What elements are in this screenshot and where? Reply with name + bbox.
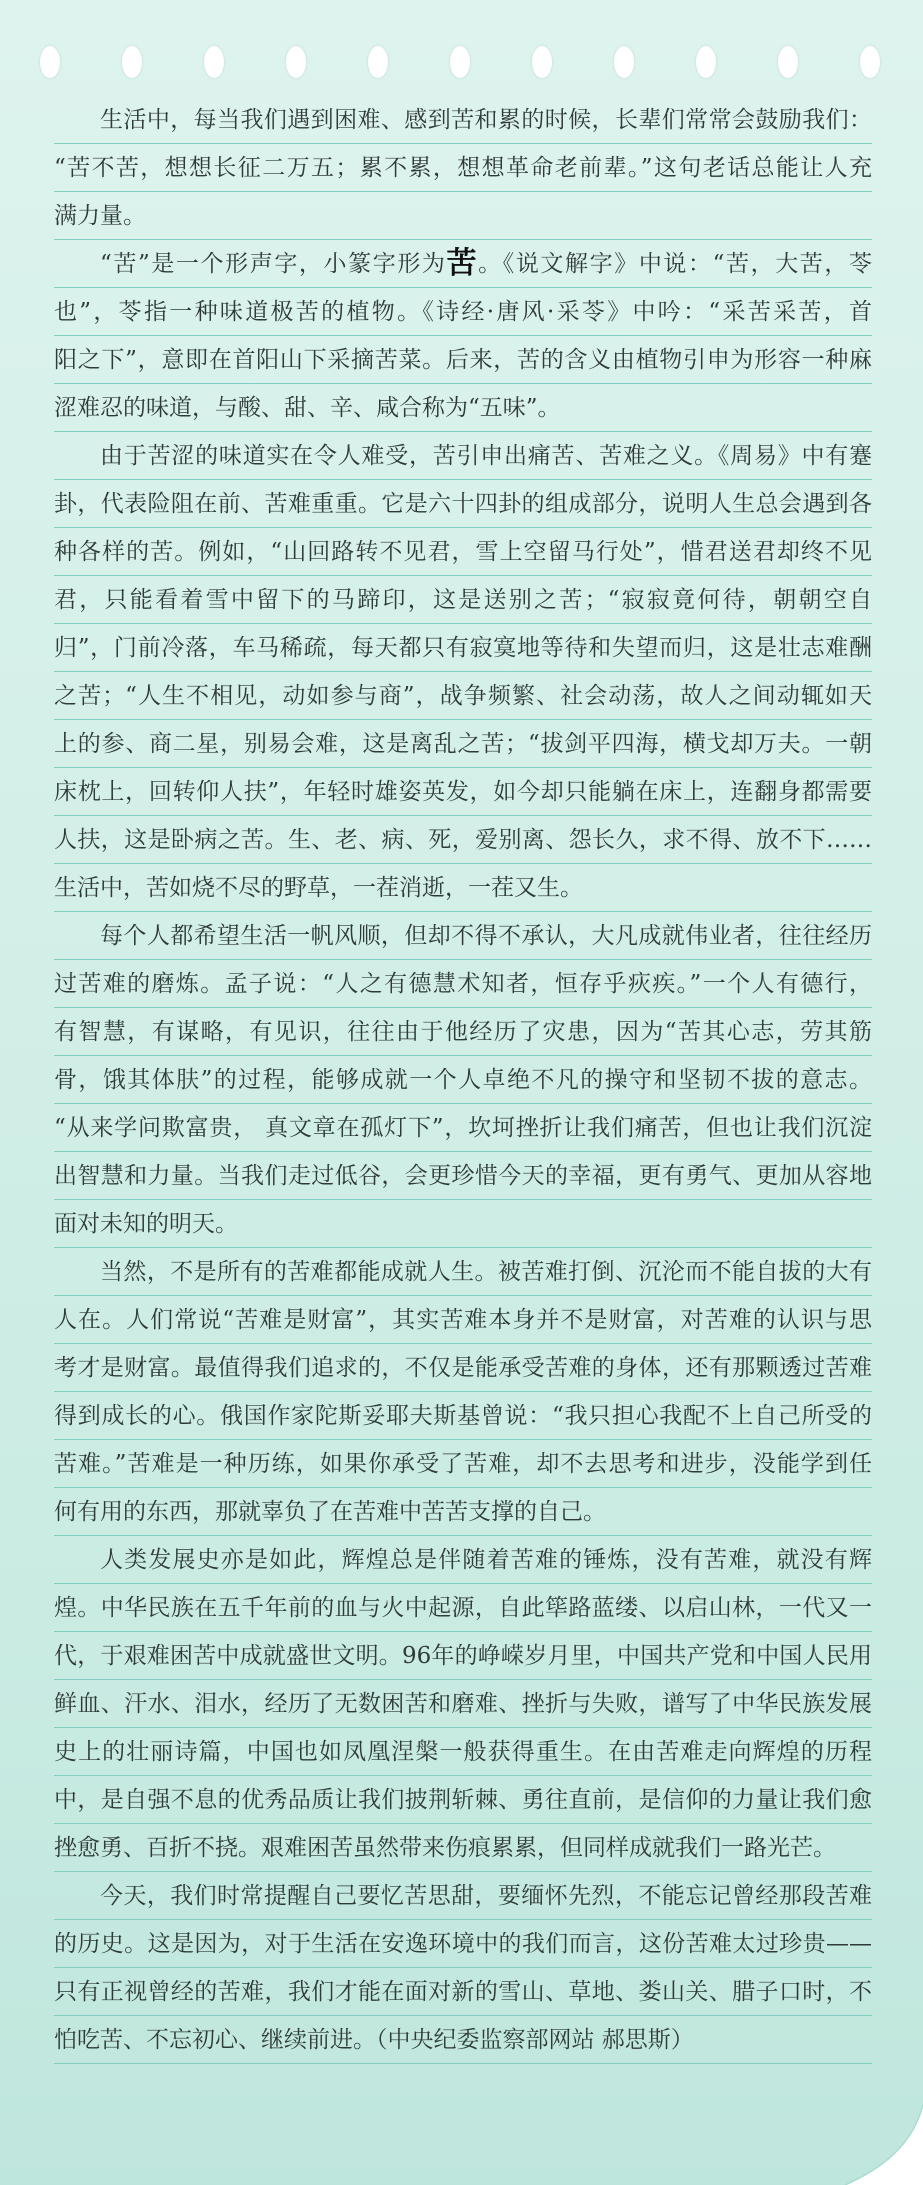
binder-hole [40,46,60,78]
page-curl-decoration [845,2105,923,2185]
binder-hole [286,46,306,78]
paragraph [54,1536,872,1872]
text-line: 今天，我们时常提醒自己要忆苦思甜，要缅怀先烈，不能忘记曾经那段苦难 [54,1872,872,1920]
binder-hole [368,46,388,78]
text-line: 人扶，这是卧病之苦。生、老、病、死，爱别离、怨长久，求不得、放不下…… [54,816,872,864]
text-line: 卦，代表险阻在前、苦难重重。它是六十四卦的组成部分，说明人生总会遇到各 [54,480,872,528]
text-line: 出智慧和力量。当我们走过低谷，会更珍惜今天的幸福，更有勇气、更加从容地 [54,1152,872,1200]
text-line: 人在。人们常说“苦难是财富”，其实苦难本身并不是财富，对苦难的认识与思 [54,1296,872,1344]
binder-hole [532,46,552,78]
text-line: 骨，饿其体肤”的过程，能够成就一个人卓绝不凡的操守和坚韧不拔的意志。 [54,1056,872,1104]
text-line: 君，只能看着雪中留下的马蹄印，这是送别之苦；“寂寂竟何待，朝朝空自 [54,576,872,624]
binder-holes [40,46,880,80]
binder-hole [614,46,634,78]
text-line: 归”，门前冷落，车马稀疏，每天都只有寂寞地等待和失望而归，这是壮志难酬 [54,624,872,672]
text-line: 种各样的苦。例如，“山回路转不见君，雪上空留马行处”，惜君送君却终不见 [54,528,872,576]
paragraph [54,432,872,912]
binder-hole [860,46,880,78]
binder-hole [778,46,798,78]
text-line: 中，是自强不息的优秀品质让我们披荆斩棘、勇往直前，是信仰的力量让我们愈 [54,1776,872,1824]
text-line: 生活中，苦如烧不尽的野草，一茬消逝，一茬又生。 [54,864,872,912]
text-line [54,240,872,288]
binder-hole [450,46,470,78]
text-line: 每个人都希望生活一帆风顺，但却不得不承认，大凡成就伟业者，往往经历 [54,912,872,960]
text-line: 煌。中华民族在五千年前的血与火中起源，自此筚路蓝缕、以启山林，一代又一 [54,1584,872,1632]
text-line: 鲜血、汗水、泪水，经历了无数困苦和磨难、挫折与失败，谱写了中华民族发展 [54,1680,872,1728]
text-line: 的历史。这是因为，对于生活在安逸环境中的我们而言，这份苦难太过珍贵—— [54,1920,872,1968]
text-line: 面对未知的明天。 [54,1200,872,1248]
text-line: 也”，苓指一种味道极苦的植物。《诗经·唐风·采苓》中吟：“采苦采苦，首 [54,288,872,336]
text-line-segment: 。《说文解字》中说：“苦，大苦，苓 [476,251,872,277]
text-line-segment: “苦”是一个形声字，小篆字形为 [100,251,447,277]
text-line: 代，于艰难困苦中成就盛世文明。96年的峥嵘岁月里，中国共产党和中国人民用 [54,1632,872,1680]
binder-hole [204,46,224,78]
paragraph [54,96,872,240]
text-line: 满力量。 [54,192,872,240]
text-line: 史上的壮丽诗篇，中国也如凤凰涅槃一般获得重生。在由苦难走向辉煌的历程 [54,1728,872,1776]
binder-hole [696,46,716,78]
text-line: “从来学问欺富贵， 真文章在孤灯下”，坎坷挫折让我们痛苦，但也让我们沉淀 [54,1104,872,1152]
paragraph [54,1248,872,1536]
text-line: “苦不苦，想想长征二万五；累不累，想想革命老前辈。”这句老话总能让人充 [54,144,872,192]
text-line: 怕吃苦、不忘初心、继续前进。（中央纪委监察部网站 郝思斯） [54,2016,872,2064]
text-line: 有智慧，有谋略，有见识，往往由于他经历了灾患，因为“苦其心志，劳其筋 [54,1008,872,1056]
text-line: 苦难。”苦难是一种历练，如果你承受了苦难，却不去思考和进步，没能学到任 [54,1440,872,1488]
text-line: 涩难忍的味道，与酸、甜、辛、咸合称为“五味”。 [54,384,872,432]
text-line: 何有用的东西，那就辜负了在苦难中苦苦支撑的自己。 [54,1488,872,1536]
text-line: 过苦难的磨炼。孟子说：“人之有德慧术知者，恒存乎疢疾。”一个人有德行， [54,960,872,1008]
seal-script-character: 苦 [446,246,477,281]
text-line: 考才是财富。最值得我们追求的，不仅是能承受苦难的身体，还有那颗透过苦难 [54,1344,872,1392]
paragraph [54,240,872,432]
paragraph [54,912,872,1248]
text-line: 人类发展史亦是如此，辉煌总是伴随着苦难的锤炼，没有苦难，就没有辉 [54,1536,872,1584]
text-line: 当然，不是所有的苦难都能成就人生。被苦难打倒、沉沦而不能自拔的大有 [54,1248,872,1296]
article-body [54,96,872,2064]
text-line: 生活中，每当我们遇到困难、感到苦和累的时候，长辈们常常会鼓励我们： [54,96,872,144]
text-line: 上的参、商二星，别易会难，这是离乱之苦；“拔剑平四海，横戈却万夫。一朝 [54,720,872,768]
text-line: 得到成长的心。俄国作家陀斯妥耶夫斯基曾说：“我只担心我配不上自己所受的 [54,1392,872,1440]
text-line: 只有正视曾经的苦难，我们才能在面对新的雪山、草地、娄山关、腊子口时，不 [54,1968,872,2016]
paragraph [54,1872,872,2064]
binder-hole [122,46,142,78]
text-line: 床枕上，回转仰人扶”，年轻时雄姿英发，如今却只能躺在床上，连翻身都需要 [54,768,872,816]
text-line: 之苦；“人生不相见，动如参与商”，战争频繁、社会动荡，故人之间动辄如天 [54,672,872,720]
text-line: 由于苦涩的味道实在令人难受，苦引申出痛苦、苦难之义。《周易》中有蹇 [54,432,872,480]
text-line: 挫愈勇、百折不挠。艰难困苦虽然带来伤痕累累，但同样成就我们一路光芒。 [54,1824,872,1872]
text-line: 阳之下”，意即在首阳山下采摘苦菜。后来，苦的含义由植物引申为形容一种麻 [54,336,872,384]
